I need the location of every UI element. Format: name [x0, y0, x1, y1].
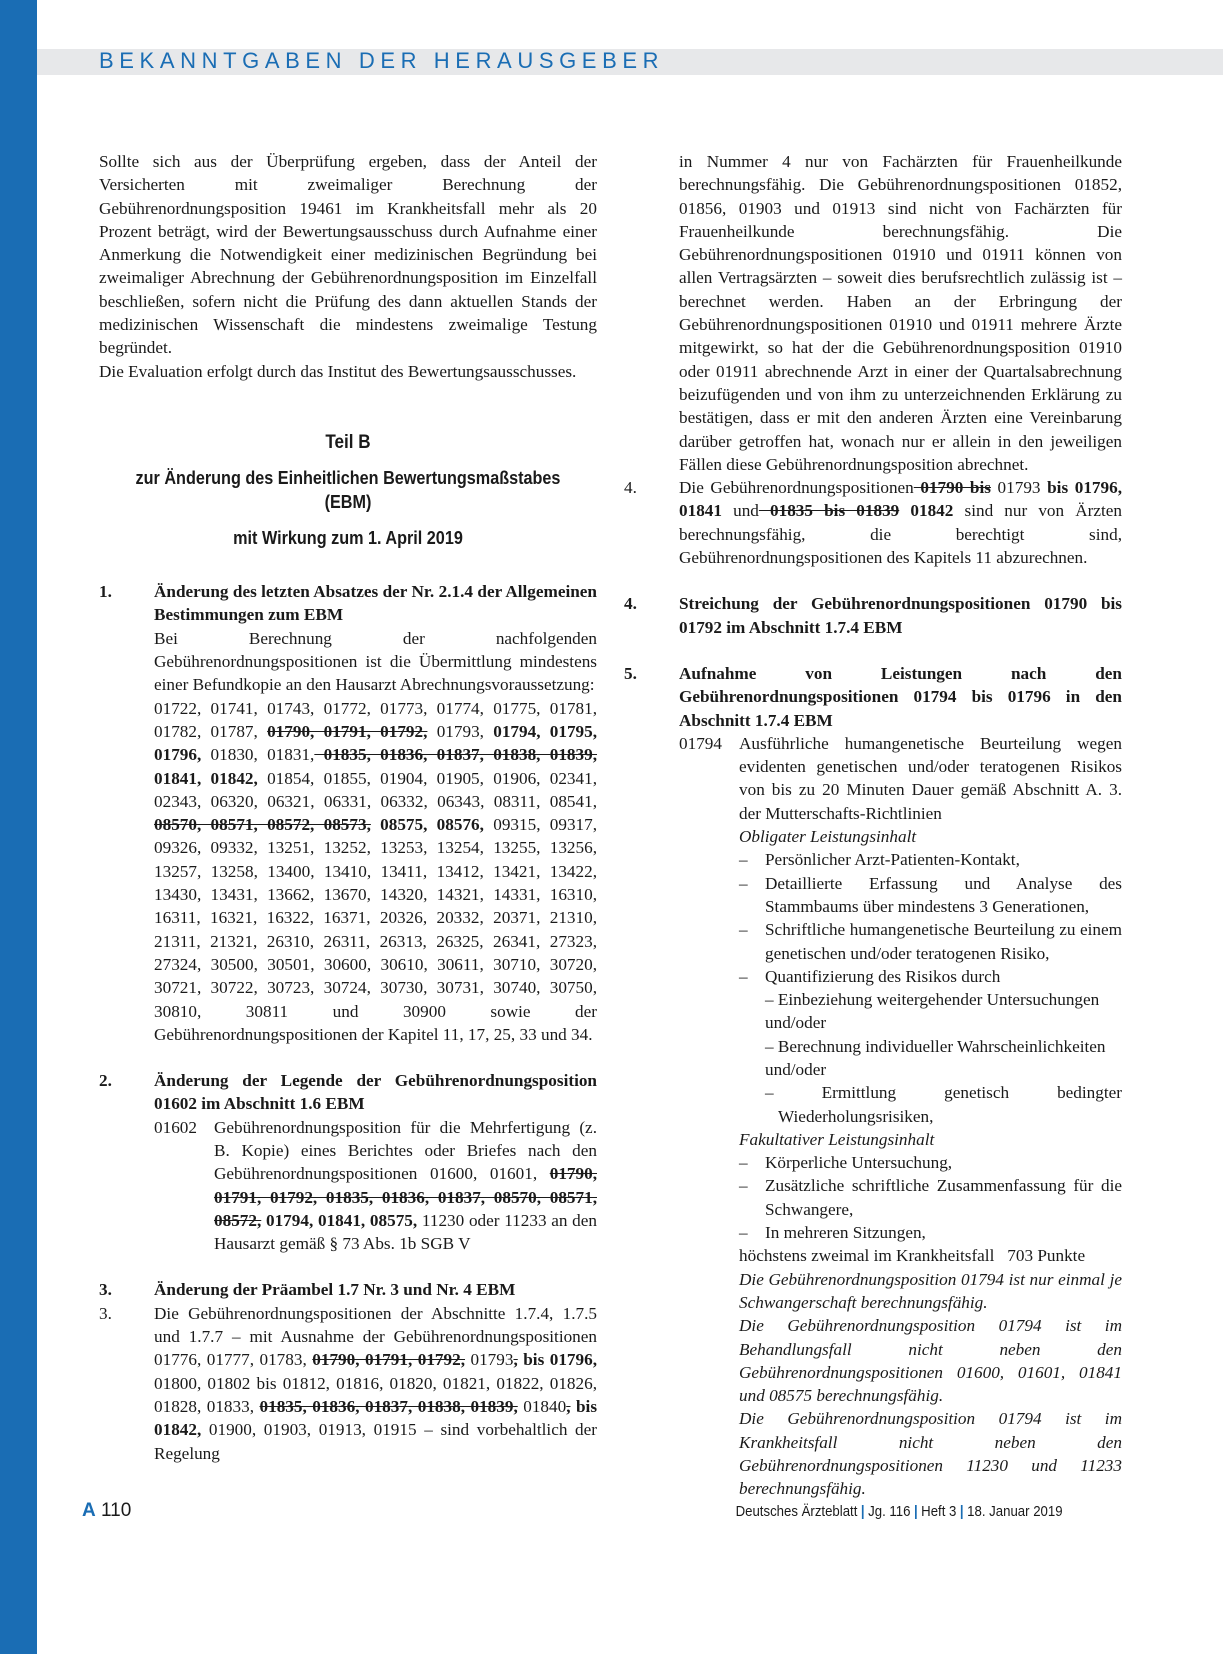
item-4 [624, 476, 1122, 569]
list-item: – Zusätzliche schriftliche Zusammenfassung für die Schwangere, [739, 1176, 1122, 1219]
intro-paragraph: Sollte sich aus der Überprüfung ergeben, dass der Anteil der Versicherten mit zweimaliger Berechnung der Gebührenordnungsposition 19461 im Krankheitsfall mehr als 20 Prozent beträgt, wird der Bewertungsausschuss durch Aufnahme einer Anmerkung die Notwendigkeit einer medizinischen Begründung bei zweimaliger Abrechnung der Gebührenordnungsposition im Einzelfall beschließen, sofern nicht die Prüfung des dann aktuellen Stands der medizinischen Wissenschaft die mindestens zweimalige Testung begründet. [99, 152, 597, 358]
section-5-number: 5. [624, 663, 637, 683]
section-1 [99, 580, 597, 1046]
section-2-title: Änderung der Legende der Gebührenordnungsposition 01602 im Abschnitt 1.6 EBM [154, 1071, 597, 1114]
sub-list-item: – Ermittlung genetisch bedingter Wiederholungsrisiken, [765, 1083, 1122, 1126]
section-1-number: 1. [99, 582, 112, 602]
item-4-text: Die Gebührenordnungspositionen 01790 bis 01793 bis 01796, 01841 und 01835 bis 01839 01842 sind nur von Ärzten berechnungsfähig, die berechtigt sind, Gebührenordnungspositionen des Kapitels 11 abzurechnen. [679, 478, 1123, 568]
obligat-label: Obligater Leistungsinhalt [739, 827, 917, 847]
journal-footer: Deutsches Ärzteblatt | Jg. 116 | Heft 3 | 18. Januar 2019 [736, 1503, 1063, 1520]
code-01602-legend: Gebührenordnungsposition für die Mehrfertigung (z. B. Kopie) eines Berichtes oder Briefes nach den Gebührenordnungspositionen 01600, 01601, 01790, 01791, 01792, 01835, 01836, 01837, 08570, 08571, 08572, 01794, 01841, 08575, 11230 oder 11233 an den Hausarzt gemäß § 73 Abs. 1b SGB V [214, 1117, 597, 1254]
page-number: A 110 [82, 1500, 132, 1521]
section-3-text: Die Gebührenordnungspositionen der Abschnitte 1.7.4, 1.7.5 und 1.7.7 – mit Ausnahme der Gebührenordnungspositionen 01776, 01777, 01783, 01790, 01791, 01792, 01793, bis 01796, 01800, 01802 bis 01812, 01816, 01820, 01821, 01822, 01826, 01828, 01833, 01835, 01836, 01837, 01838, 01839, 01840, bis 01842, 01900, 01903, 01913, 01915 – sind vorbehaltlich der Regelung [154, 1303, 598, 1463]
section-4-number: 4. [624, 594, 637, 614]
section-5 [624, 662, 1122, 732]
list-item: – Quantifizierung des Risikos durch [739, 966, 1001, 986]
section-1-codes: 01722, 01741, 01743, 01772, 01773, 01774, 01775, 01781, 01782, 01787, 01790, 01791, 01792, 01793, 01794, 01795, 01796, 01830, 01831, 01835, 01836, 01837, 01838, 01839, 01841, 01842, 01854, 01855, 01904, 01905, 01906, 02341, 02343, 06320, 06321, 06331, 06332, 06343, 08311, 08541, 08570, 08571, 08572, 08573, 08575, 08576, 09315, 09317, 09326, 09332, 13251, 13252, 13253, 13254, 13255, 13256, 13257, 13258, 13400, 13410, 13411, 13412, 13421, 13422, 13430, 13431, 13662, 13670, 14320, 14321, 14331, 16310, 16311, 16321, 16322, 16371, 20326, 20332, 20371, 21310, 21311, 21321, 26310, 26311, 26313, 26325, 26341, 27323, 27324, 30500, 30501, 30600, 30610, 30611, 30710, 30720, 30721, 30722, 30723, 30724, 30730, 30731, 30740, 30750, 30810, 30811 und 30900 sowie der Gebührenordnungspositionen der Kapitel 11, 17, 25, 33 und 34. [154, 698, 598, 1044]
section-2 [99, 1069, 597, 1255]
section-3 [99, 1278, 597, 1301]
evaluation-paragraph: Die Evaluation erfolgt durch das Institut des Bewertungsausschusses. [99, 361, 577, 381]
note-2: Die Gebührenordnungsposition 01794 ist im Behandlungsfall nicht neben den Gebührenordnungspositionen 01600, 01601, 01841 und 08575 berechnungsfähig. [739, 1316, 1122, 1406]
section-3-continuation [624, 150, 1122, 476]
section-4-title: Streichung der Gebührenordnungspositionen 01790 bis 01792 im Abschnitt 1.7.4 EBM [679, 594, 1122, 637]
list-item: – Detaillierte Erfassung und Analyse des Stammbaums über mindestens 3 Generationen, [739, 873, 1122, 916]
teil-title: Teil B [325, 431, 371, 453]
code-01794-legend: Ausführliche humangenetische Beurteilung wegen evidenten genetischen und/oder teratogenen Risikos von bis zu 20 Minuten Dauer gemäß Abschnitt A. 3. der Mutterschafts-Richtlinien [739, 733, 1122, 823]
list-item: – Persönlicher Arzt-Patienten-Kontakt, [739, 850, 1020, 870]
teil-effective-date: mit Wirkung zum 1. April 2019 [233, 527, 463, 548]
note-3: Die Gebührenordnungsposition 01794 ist im Krankheitsfall nicht neben den Gebührenordnungspositionen 11230 und 11233 berechnungsfähig. [739, 1409, 1122, 1499]
section-1-title: Änderung des letzten Absatzes der Nr. 2.1.4 der Allgemeinen Bestimmungen zum EBM [154, 582, 597, 625]
list-item: – Schriftliche humangenetische Beurteilung zu einem genetischen und/oder teratogenen Risiko, [739, 920, 1122, 963]
code-01794-row [679, 732, 1122, 1501]
section-2-number: 2. [99, 1071, 112, 1091]
points-value: 703 Punkte [1007, 1246, 1086, 1266]
item-4-number: 4. [624, 478, 637, 498]
list-item: – In mehreren Sitzungen, [739, 1223, 926, 1243]
sidebar-stripe [0, 0, 37, 1654]
conjunction: und/oder [765, 1013, 827, 1033]
section-5-entry [624, 732, 1122, 1501]
right-column [624, 150, 1122, 1501]
code-01794: 01794 [679, 733, 722, 753]
code-01602: 01602 [154, 1117, 197, 1137]
section-3-title: Änderung der Präambel 1.7 Nr. 3 und Nr. 4 EBM [154, 1280, 516, 1300]
section-5-title: Aufnahme von Leistungen nach den Gebührenordnungspositionen 01794 bis 01796 in den Abschnitt 1.7.4 EBM [679, 663, 1122, 730]
section-3-number: 3. [99, 1280, 112, 1300]
frequency-limit: höchstens zweimal im Krankheitsfall 703 Punkte [739, 1246, 1086, 1266]
section-3-sub-number: 3. [99, 1303, 112, 1323]
note-1: Die Gebührenordnungsposition 01794 ist nur einmal je Schwangerschaft berechnungsfähig. [739, 1269, 1122, 1312]
section-1-text: Bei Berechnung der nachfolgenden Gebührenordnungspositionen ist die Übermittlung mindestens einer Befundkopie an den Hausarzt Abrechnungsvoraussetzung: [154, 628, 597, 695]
fakultativ-label: Fakultativer Leistungsinhalt [739, 1129, 935, 1149]
continuation-text: in Nummer 4 nur von Fachärzten für Frauenheilkunde berechnungsfähig. Die Gebührenordnungspositionen 01852, 01856, 01903 und 01913 sind nicht von Fachärzten für Frauenheilkunde berechnungsfähig. Die Gebührenordnungspositionen 01910 und 01911 können von allen Vertragsärzten – soweit dies berufsrechtlich zulässig ist – berechnet werden. Haben an der Erbringung der Gebührenordnungspositionen 01910 und 01911 mehrere Ärzte mitgewirkt, so hat der die Gebührenordnungsposition 01910 oder 01911 abrechnende Arzt in einer der Quartalsabrechnung beizufügenden und von ihm zu unterzeichnenden Erklärung zu bestätigen, dass er mit den anderen Ärzten eine Vereinbarung darüber getroffen hat, wonach nur er allein in den jeweiligen Fällen diese Gebührenordnungsposition abrechnet. [679, 152, 1122, 474]
teil-subtitle: zur Änderung des Einheitlichen Bewertungsmaßstabes (EBM) [135, 468, 561, 512]
list-item: – Körperliche Untersuchung, [739, 1153, 953, 1173]
left-column [99, 150, 597, 1465]
conjunction: und/oder [765, 1059, 827, 1079]
section-3-item [99, 1302, 597, 1465]
section-2-entry [154, 1116, 597, 1256]
sub-list-item: – Berechnung individueller Wahrscheinlichkeiten [765, 1036, 1106, 1056]
section-title: BEKANNTGABEN DER HERAUSGEBER [99, 48, 665, 73]
sub-list-item: – Einbeziehung weitergehender Untersuchungen [765, 990, 1100, 1010]
section-4 [624, 592, 1122, 639]
